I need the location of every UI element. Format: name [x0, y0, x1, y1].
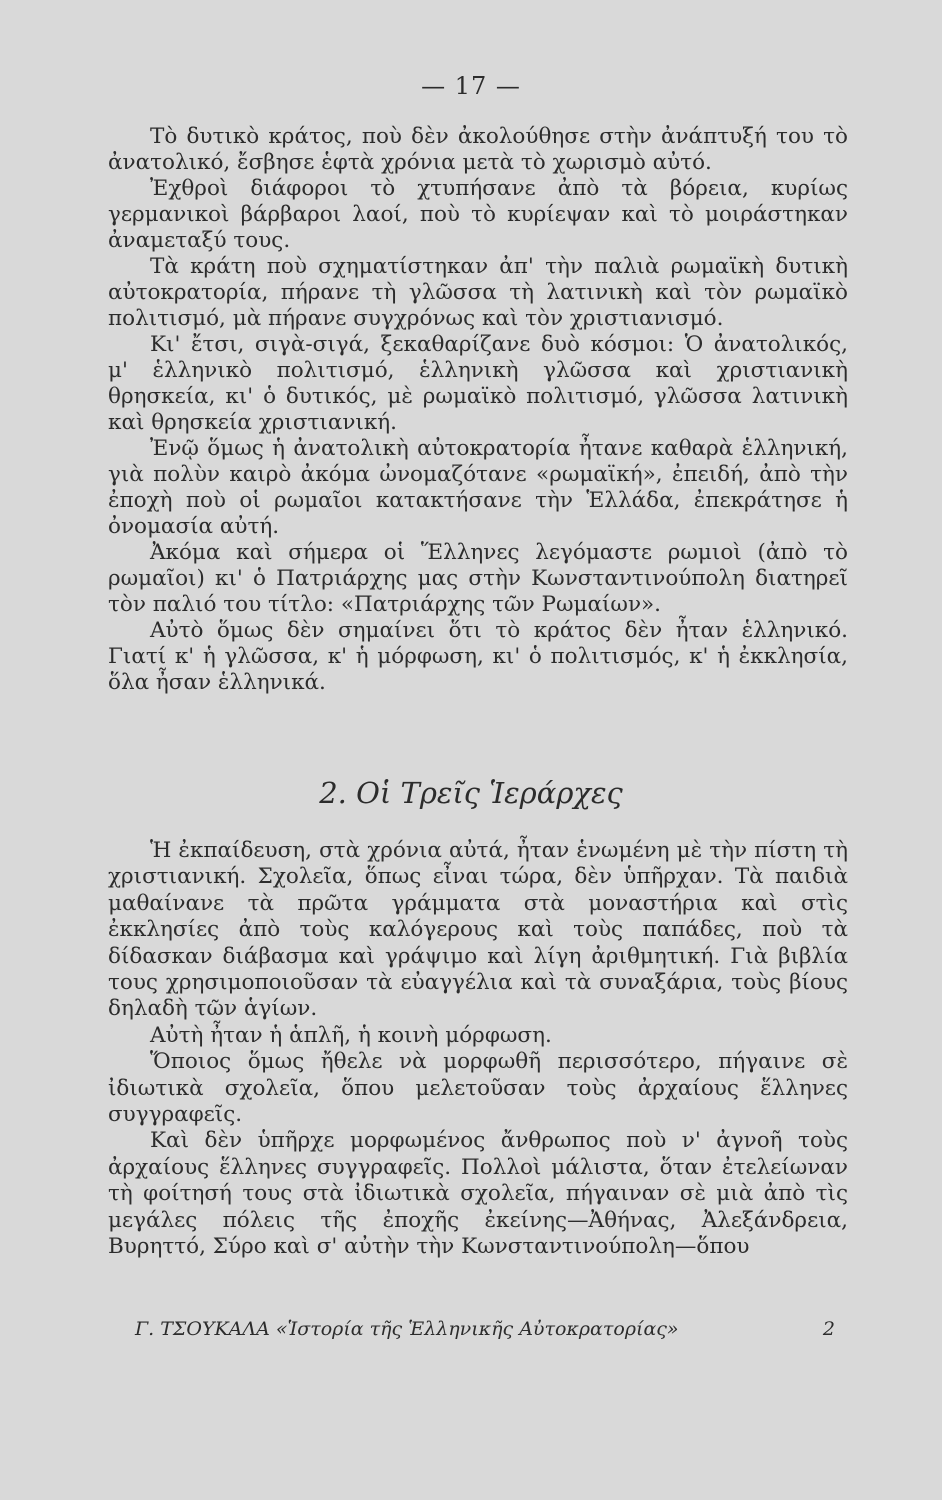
paragraph: Ἀκόμα καὶ σήμερα οἱ Ἕλληνες λεγόμαστε ρωμιοὶ (ἀπὸ τὸ ρωμαῖοι) κι' ὁ Πατριάρχης μας στὴν Κωνσταντινούπολη διατηρεῖ τὸν παλιό του τίτλο: «Πατριάρχης τῶν Ρωμαίων». [108, 540, 848, 617]
paragraph: Ἡ ἐκπαίδευση, στὰ χρόνια αὐτά, ἦταν ἑνωμένη μὲ τὴν πίστη τὴ χριστιανική. Σχολεῖα, ὅπως εἶναι τώρα, δὲν ὑπῆρχαν. Τὰ παιδιὰ μαθαίνανε τὰ πρῶτα γράμματα στὰ μοναστήρια καὶ στὶς ἐκκλησίες ἀπὸ τοὺς καλόγερους καὶ τοὺς παπάδες, ποὺ τὰ δίδασκαν διάβασμα καὶ γράψιμο καὶ λίγη ἀριθμητική. Γιὰ βιβλία τους χρησιμοποιοῦσαν τὰ εὐαγγέλια καὶ τὰ συναξάρια, τοὺς βίους δηλαδὴ τῶν ἁγίων. [108, 838, 848, 1022]
footer-title: Γ. ΤΣΟΥΚΑΛΑ «Ἱστορία τῆς Ἑλληνικῆς Αὐτοκρατορίας» [135, 1318, 679, 1340]
paragraph: Τὰ κράτη ποὺ σχηματίστηκαν ἀπ' τὴν παλιὰ ρωμαϊκὴ δυτικὴ αὐτοκρατορία, πήρανε τὴ γλῶσσα τὴ λατινικὴ καὶ τὸν ρωμαϊκὸ πολιτισμό, μὰ πήρανε συγχρόνως καὶ τὸν χριστιανισμό. [108, 254, 848, 331]
paragraph: Κι' ἔτσι, σιγὰ-σιγά, ξεκαθαρίζανε δυὸ κόσμοι: Ὁ ἀνατολικός, μ' ἑλληνικὸ πολιτισμό, ἑλληνικὴ γλῶσσα καὶ χριστιανικὴ θρησκεία, κι' ὁ δυτικός, μὲ ρωμαϊκὸ πολιτισμό, γλῶσσα λατινικὴ καὶ θρησκεία χριστιανική. [108, 332, 848, 435]
paragraph: Ὅποιος ὅμως ἤθελε νὰ μορφωθῆ περισσότερο, πήγαινε σὲ ἰδιωτικὰ σχολεῖα, ὅπου μελετοῦσαν τοὺς ἀρχαίους ἕλληνες συγγραφεῖς. [108, 1049, 848, 1128]
paragraph: Καὶ δὲν ὑπῆρχε μορφωμένος ἄνθρωπος ποὺ ν' ἀγνοῆ τοὺς ἀρχαίους ἕλληνες συγγραφεῖς. Πολλοὶ μάλιστα, ὅταν ἐτελείωναν τὴ φοίτησή τους στὰ ἰδιωτικὰ σχολεῖα, πήγαιναν σὲ μιὰ ἀπὸ τὶς μεγάλες πόλεις τῆς ἐποχῆς ἐκείνης—Ἀθήνας, Ἀλεξάνδρεια, Βυρηττό, Σύρο καὶ σ' αὐτὴν τὴν Κωνσταντινούπολη—ὅπου [108, 1128, 848, 1260]
paragraph: Ἐχθροὶ διάφοροι τὸ χτυπήσανε ἀπὸ τὰ βόρεια, κυρίως γερμανικοὶ βάρβαροι λαοί, ποὺ τὸ κυρίεψαν καὶ τὸ μοιράστηκαν ἀναμεταξύ τους. [108, 176, 848, 253]
section-2-text [108, 838, 848, 1261]
section-1-text [108, 124, 848, 696]
paragraph: Τὸ δυτικὸ κράτος, ποὺ δὲν ἀκολούθησε στὴν ἀνάπτυξή του τὸ ἀνατολικό, ἔσβησε ἑφτὰ χρόνια μετὰ τὸ χωρισμὸ αὐτό. [108, 124, 848, 175]
paragraph: Αὐτὸ ὅμως δὲν σημαίνει ὅτι τὸ κράτος δὲν ἦταν ἑλληνικό. Γιατί κ' ἡ γλῶσσα, κ' ἡ μόρφωση, κι' ὁ πολιτισμός, κ' ἡ ἐκκλησία, ὅλα ἦσαν ἑλληνικά. [108, 618, 848, 695]
paragraph: Ἐνῷ ὅμως ἡ ἀνατολικὴ αὐτοκρατορία ἦτανε καθαρὰ ἑλληνική, γιὰ πολὺν καιρὸ ἀκόμα ὠνομαζότανε «ρωμαϊκή», ἐπειδή, ἀπὸ τὴν ἐποχὴ ποὺ οἱ ρωμαῖοι κατακτήσανε τὴν Ἑλλάδα, ἐπεκράτησε ἡ ὀνομασία αὐτή. [108, 436, 848, 539]
section-heading: 2. Οἱ Τρεῖς Ἱεράρχες [319, 776, 623, 810]
book-footer [135, 1318, 835, 1340]
page-number: — 17 — [421, 72, 521, 100]
sheet-number: 2 [822, 1318, 835, 1340]
paragraph: Αὐτὴ ἦταν ἡ ἁπλῆ, ἡ κοινὴ μόρφωση. [150, 1022, 552, 1048]
